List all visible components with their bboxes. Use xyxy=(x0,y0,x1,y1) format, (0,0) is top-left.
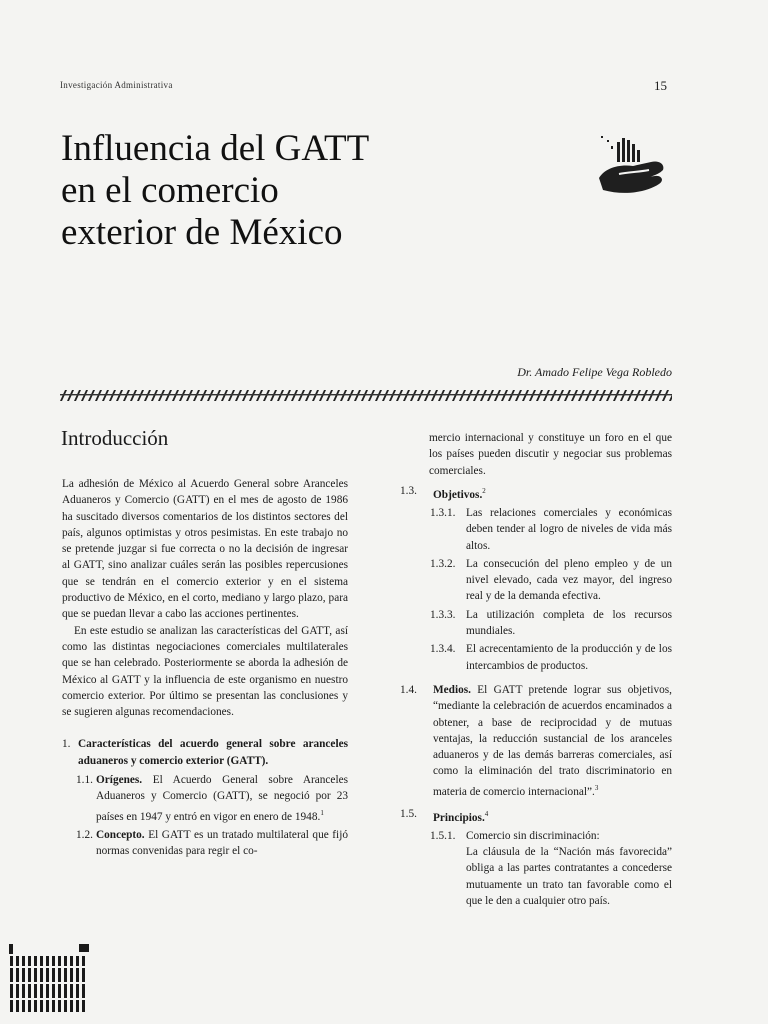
item-number: 1.3. xyxy=(400,484,417,497)
title-line: en el comercio xyxy=(61,170,279,211)
introduction-heading: Introducción xyxy=(61,426,169,450)
item-text: El Acuerdo General sobre Aranceles Aduaneros y Comercio (GATT), se negoció por 23 países en 1947 y entró en vigor en enero de 1948. xyxy=(96,774,348,823)
intro-paragraph: La adhesión de México al Acuerdo General sobre Aranceles Aduaneros y Comercio (GATT) en el mes de agosto de 1986 ha suscitado diversos comentarios de los distintos sectores del país, algunos optimistas y otros pesimistas. En este trabajo no se pretende juzgar si fue correcta o no la decisión de ingresar al GATT, sino analizar cuáles serán las posibles repercusiones que se tendrán en el comercio exterior y en el sistema productivo de México, en el corto, mediano y largo plazo, para que se puedan llevar a cabo las acciones pertinentes. xyxy=(62,478,348,621)
medios-item xyxy=(400,682,672,800)
intro-paragraph: En este estudio se analizan las características del GATT, así como las distintas negociaciones comerciales multilaterales que se han celebrado. Posteriormente se aborda la adhesión de México al GATT y la influencia de este organismo en nuestro comercio exterior. Por último se presentan las conclusiones y se sugieren algunas recomendaciones. xyxy=(62,624,348,719)
hand-logo-icon xyxy=(595,128,673,202)
concepto-continuation: mercio internacional y constituye un foro en el que los países pueden discutir y negociar sus problemas comerciales. xyxy=(429,432,672,477)
barcode-emblem-icon xyxy=(5,942,93,1014)
article-title xyxy=(61,128,369,254)
item-text: El acrecentamiento de la producción y de los intercambios de productos. xyxy=(466,643,672,672)
item-number: 1.4. xyxy=(400,683,417,696)
objetivo-subitem xyxy=(400,505,672,554)
section-title: Características del acuerdo general sobre aranceles aduaneros y comercio exterior (GATT). xyxy=(78,738,348,767)
item-text: Las relaciones comerciales y económicas deben tender al logro de niveles de vida más altos. xyxy=(466,506,672,552)
item-label: Principios. xyxy=(433,811,485,824)
section-heading xyxy=(62,736,348,769)
title-line: exterior de México xyxy=(61,212,343,253)
item-text: El GATT pretende lograr sus objetivos, “mediante la celebración de acuerdos encaminados a obtener, a base de reciprocidad y de mutuas ventajas, la reducción sustancial de los aranceles aduaneros y de las demás barreras comerciales, así como la eliminación del trato discriminatorio en materia de comercio internacional”. xyxy=(433,683,672,798)
decorative-rule xyxy=(60,390,672,401)
objetivo-subitem xyxy=(400,641,672,674)
running-head: Investigación Administrativa xyxy=(60,80,173,90)
left-column xyxy=(62,476,348,859)
principios-item xyxy=(400,806,672,826)
author-name: Dr. Amado Felipe Vega Robledo xyxy=(517,365,672,379)
principio-text: La cláusula de la “Nación más favorecida” obliga a las partes contratantes a concederse mutuamente un trato tan favorable como el que le den a cualquier otro país. xyxy=(466,846,672,908)
objetivos-item xyxy=(400,483,672,503)
item-number: 1.2. xyxy=(76,828,93,841)
footnote-marker: 1 xyxy=(320,808,324,817)
item-number: 1.3.4. xyxy=(430,643,456,656)
subitem-title: Comercio sin discriminación: xyxy=(466,829,600,842)
footnote-marker: 3 xyxy=(594,783,599,792)
item-number: 1.3.1. xyxy=(430,506,456,519)
concepto-item xyxy=(62,827,348,860)
footnote-marker: 2 xyxy=(482,486,486,495)
origenes-item xyxy=(62,772,348,825)
footnote-marker: 4 xyxy=(484,809,489,818)
principio-subitem xyxy=(400,828,672,844)
item-label: Orígenes. xyxy=(96,774,143,787)
item-label: Medios. xyxy=(433,683,471,696)
item-number: 1.3.2. xyxy=(430,557,456,570)
item-number: 1.1. xyxy=(76,774,93,787)
item-number: 1.3.3. xyxy=(430,608,456,621)
item-number: 1.5.1. xyxy=(430,829,456,842)
title-line: Influencia del GATT xyxy=(61,128,370,169)
item-label: Objetivos. xyxy=(433,488,483,501)
page-number: 15 xyxy=(654,78,667,93)
right-column xyxy=(400,430,672,909)
section-number: 1. xyxy=(62,738,71,751)
objetivo-subitem xyxy=(400,556,672,605)
item-number: 1.5. xyxy=(400,807,417,820)
item-text: La consecución del pleno empleo y de un nivel elevado, cada vez mayor, del ingreso real y de la demanda efectiva. xyxy=(466,557,672,603)
objetivo-subitem xyxy=(400,607,672,640)
item-label: Concepto. xyxy=(96,828,145,841)
item-text: El GATT es un tratado multilateral que fijó normas convenidas para regir el co- xyxy=(96,828,348,857)
item-text: La utilización completa de los recursos mundiales. xyxy=(466,608,672,638)
